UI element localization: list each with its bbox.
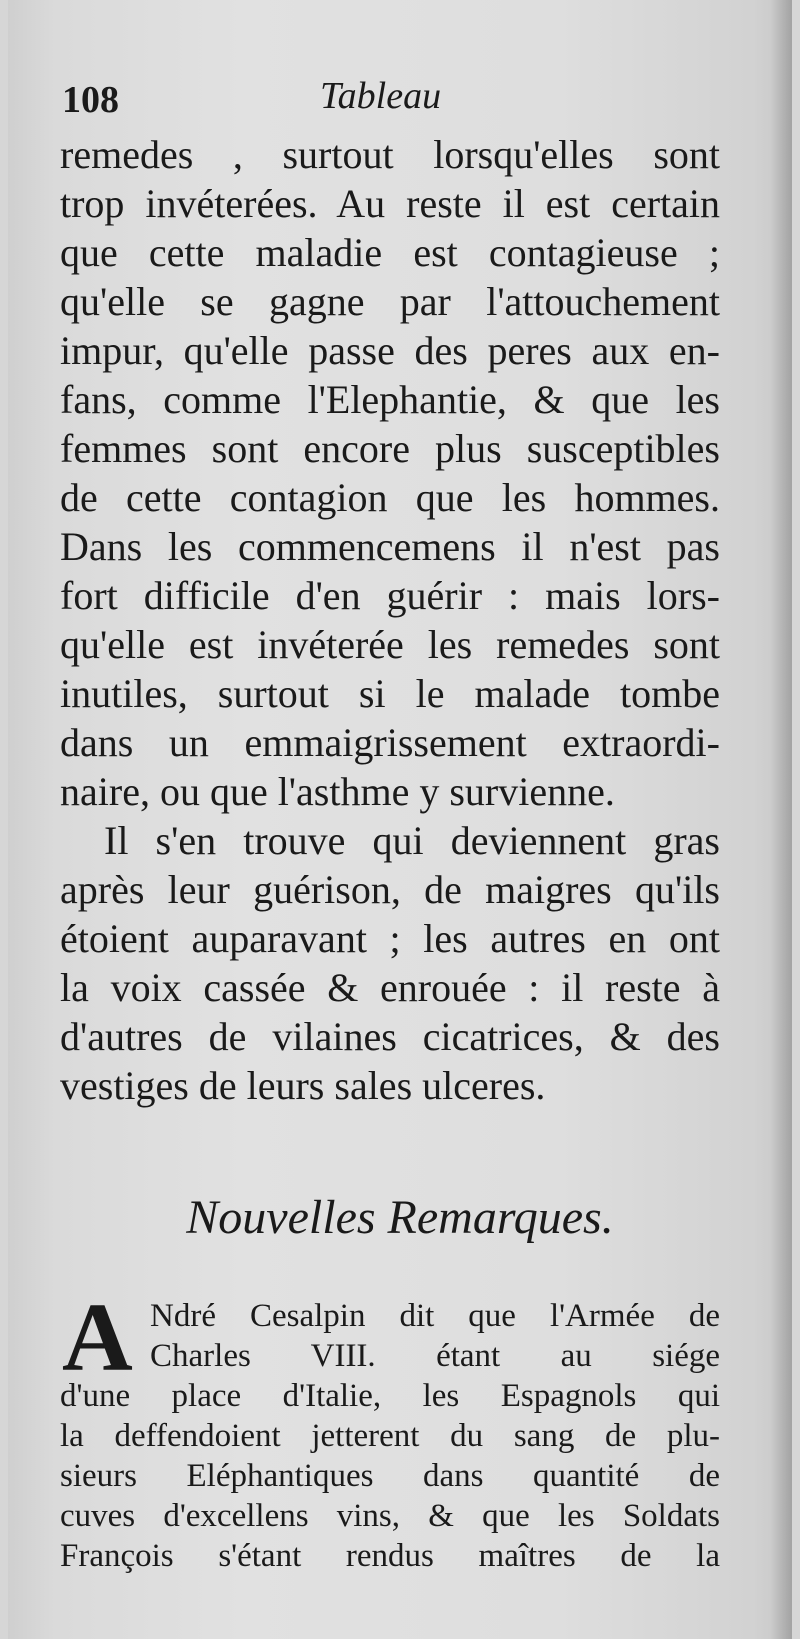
text-line: dans un emmaigrissement extraordi-	[60, 720, 720, 765]
text-line: qu'elle se gagne par l'attouchement	[60, 279, 720, 324]
text-line: Il s'en trouve qui deviennent gras	[104, 818, 720, 863]
text-line: Charles VIII. étant au siége	[150, 1338, 720, 1374]
text-line: que cette maladie est contagieuse ;	[60, 230, 720, 275]
text-line: d'autres de vilaines cicatrices, & des	[60, 1014, 720, 1059]
text-line: impur, qu'elle passe des peres aux en-	[60, 328, 720, 373]
section-text-block	[60, 1284, 720, 1576]
text-line: la deffendoient jetterent du sang de plu-	[60, 1418, 720, 1454]
text-line: François s'étant rendus maîtres de la	[60, 1538, 720, 1574]
text-line: qu'elle est invéterée les remedes sont	[60, 622, 720, 667]
text-line: trop invéterées. Au reste il est certain	[60, 181, 720, 226]
text-line: de cette contagion que les hommes.	[60, 475, 720, 520]
section-heading: Nouvelles Remarques.	[186, 1191, 614, 1244]
text-line: après leur guérison, de maigres qu'ils	[60, 867, 720, 912]
text-line: fort difficile d'en guérir : mais lors-	[60, 573, 720, 618]
page-number: 108	[62, 79, 119, 121]
text-line: Ndré Cesalpin dit que l'Armée de	[150, 1298, 720, 1334]
text-line: d'une place d'Italie, les Espagnols qui	[60, 1378, 720, 1414]
text-line: inutiles, surtout si le malade tombe	[60, 671, 720, 716]
text-line: remedes , surtout lorsqu'elles sont	[60, 132, 720, 177]
drop-cap: A	[62, 1284, 133, 1392]
text-line: femmes sont encore plus susceptibles	[60, 426, 720, 471]
text-line: sieurs Eléphantiques dans quantité de	[60, 1458, 720, 1494]
text-line: étoient auparavant ; les autres en ont	[60, 916, 720, 961]
text-line: la voix cassée & enrouée : il reste à	[60, 965, 720, 1010]
running-title: Tableau	[320, 75, 442, 117]
text-line: vestiges de leurs sales ulceres.	[60, 1063, 546, 1108]
page-header	[62, 74, 722, 124]
text-line: fans, comme l'Elephantie, & que les	[60, 377, 720, 422]
text-line: cuves d'excellens vins, & que les Soldats	[60, 1498, 720, 1534]
page-edge-shadow	[770, 0, 792, 1639]
main-text-block	[60, 130, 720, 1110]
text-line: naire, ou que l'asthme y survienne.	[60, 769, 615, 814]
text-line: Dans les commencemens il n'est pas	[60, 524, 720, 569]
